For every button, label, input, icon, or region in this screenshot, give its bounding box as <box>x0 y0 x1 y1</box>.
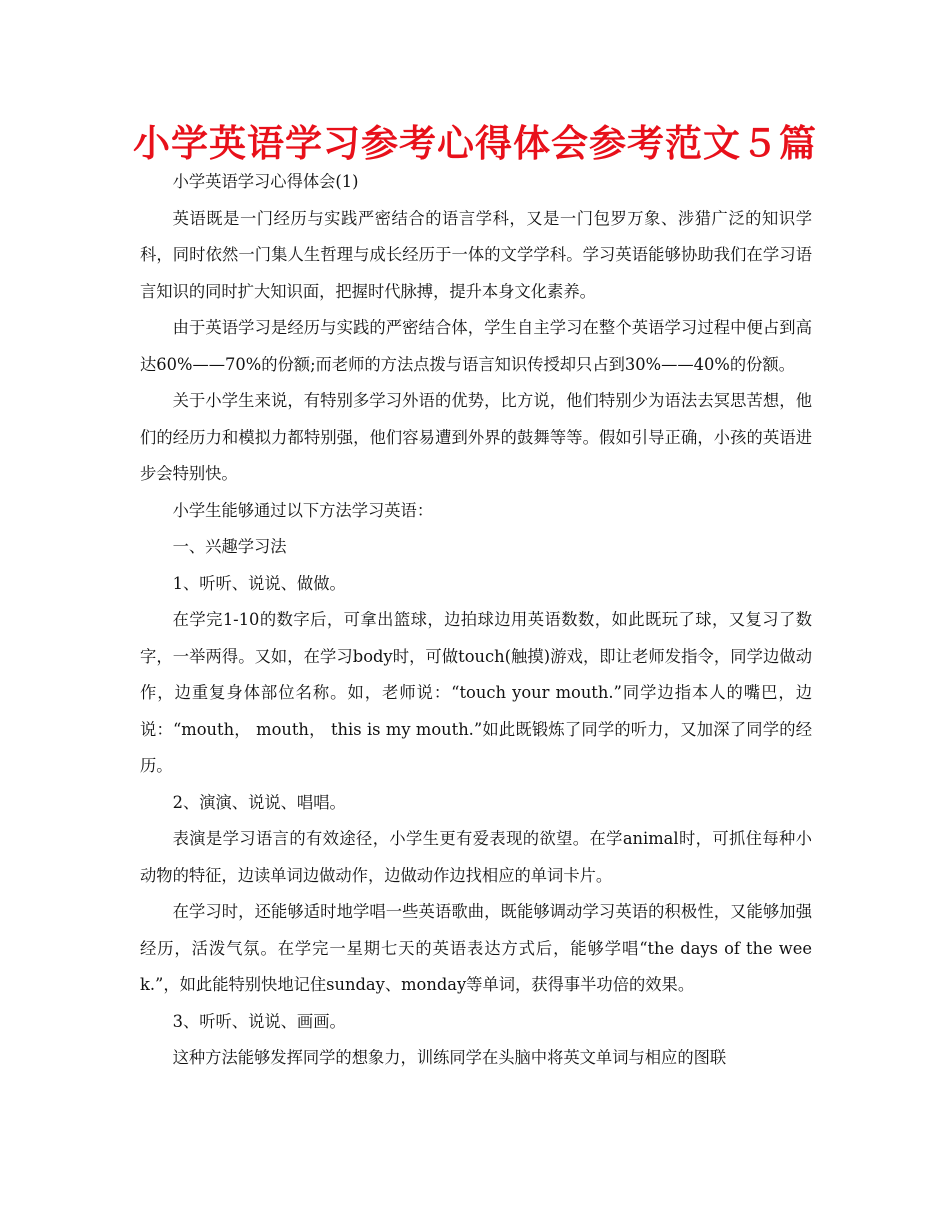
paragraph: 表演是学习语言的有效途径，小学生更有爱表现的欲望。在学animal时，可抓住每种小动物的特征，边读单词边做动作，边做动作边找相应的单词卡片。 <box>140 829 812 885</box>
paragraph-heading: 小学英语学习心得体会(1) <box>172 172 359 191</box>
paragraph: 关于小学生来说，有特别多学习外语的优势，比方说，他们特别少为语法去冥思苦想，他们的经历力和模拟力都特别强，他们容易遭到外界的鼓舞等等。假如引导正确，小孩的英语进步会特别快。 <box>140 391 812 483</box>
subsection-heading: 2、演演、说说、唱唱。 <box>172 792 346 812</box>
section-heading: 一、兴趣学习法 <box>172 537 287 556</box>
paragraph: 在学习时，还能够适时地学唱一些英语歌曲，既能够调动学习英语的积极性，又能够加强经历，活泼气氛。在学完一星期七天的英语表达方式后，能够学唱“the days of the week.”，如此能特别快地记住sunday、monday等单词，获得事半功倍的效果。 <box>140 902 812 994</box>
paragraph: 在学完1-10的数字后，可拿出篮球，边拍球边用英语数数，如此既玩了球，又复习了数字，一举两得。又如，在学习body时，可做touch(触摸)游戏，即让老师发指令，同学边做动作，边重复身体部位名称。如，老师说：“touch your mouth.”同学边指本人的嘴巴，边说：“mouth， mouth， this is my mouth.”如此既锻炼了同学的听力，又加深了同学的经历。 <box>140 610 812 775</box>
paragraph: 英语既是一门经历与实践严密结合的语言学科，又是一门包罗万象、涉猎广泛的知识学科，同时依然一门集人生哲理与成长经历于一体的文学学科。学习英语能够协助我们在学习语言知识的同时扩大知识面，把握时代脉搏，提升本身文化素养。 <box>140 208 812 301</box>
subsection-heading: 3、听听、说说、画画。 <box>172 1011 346 1031</box>
subsection-heading: 1、听听、说说、做做。 <box>172 573 346 593</box>
document-body <box>140 164 812 1077</box>
paragraph: 小学生能够通过以下方法学习英语： <box>172 500 434 520</box>
paragraph: 由于英语学习是经历与实践的严密结合体，学生自主学习在整个英语学习过程中便占到高达60%——70%的份额;而老师的方法点拨与语言知识传授却只占到30%——40%的份额。 <box>140 318 812 374</box>
document-title: 小学英语学习参考心得体会参考范文５篇 <box>133 122 817 165</box>
paragraph: 这种方法能够发挥同学的想象力，训练同学在头脑中将英文单词与相应的图联 <box>172 1048 727 1067</box>
